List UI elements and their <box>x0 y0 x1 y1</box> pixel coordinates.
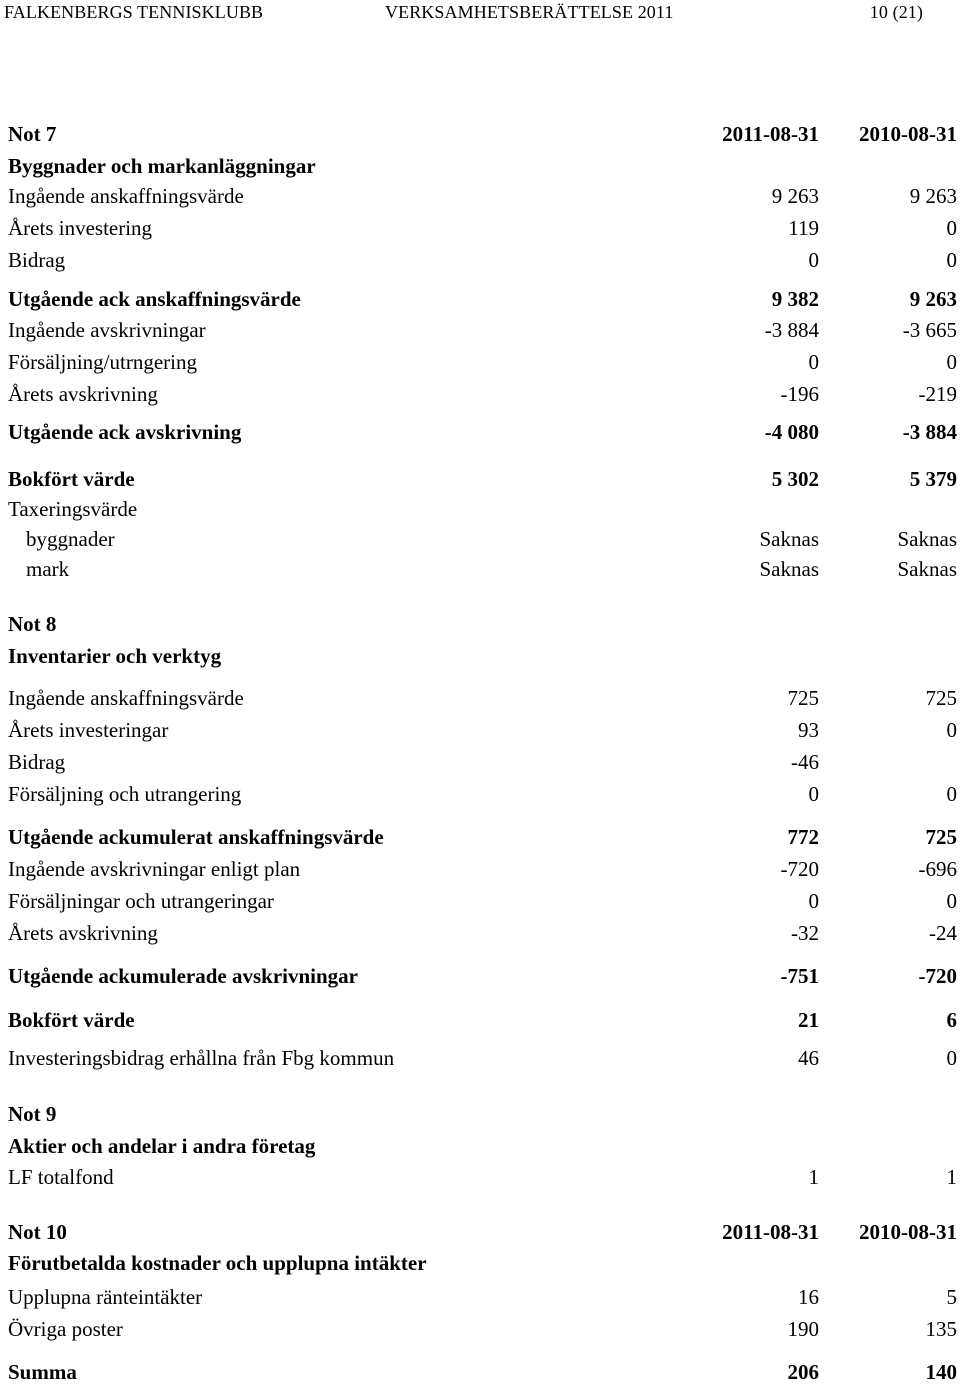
row-value-2011: 190 <box>787 1317 819 1341</box>
table-row-sum <box>0 1358 960 1386</box>
row-value-2011: 725 <box>787 686 819 710</box>
table-row-total <box>0 823 960 851</box>
organization-name: FALKENBERGS TENNISKLUBB <box>4 2 264 22</box>
row-value-2011: Saknas <box>759 527 819 551</box>
table-row <box>0 525 960 553</box>
row-value-2011: 206 <box>787 1360 819 1384</box>
row-label: Utgående ackumulerade avskrivningar <box>8 964 359 988</box>
row-value-2010: 0 <box>946 216 957 240</box>
row-value-2010: 0 <box>946 350 957 374</box>
row-value-2010: -3 665 <box>902 318 957 342</box>
row-value-2010: 9 263 <box>909 184 957 208</box>
row-value-2011: -751 <box>780 964 819 988</box>
note-10-subtitle: Förutbetalda kostnader och upplupna intäkter <box>8 1251 427 1275</box>
table-row <box>0 855 960 883</box>
note-8-subtitle: Inventarier och verktyg <box>8 644 222 668</box>
row-label: LF totalfond <box>8 1165 114 1189</box>
table-row <box>0 348 960 376</box>
row-label: Utgående ackumulerat anskaffningsvärde <box>8 825 384 849</box>
row-label: mark <box>26 557 70 581</box>
table-row-total <box>0 285 960 313</box>
table-row <box>0 1163 960 1191</box>
table-row-total <box>0 418 960 446</box>
table-row <box>0 1315 960 1343</box>
row-value-2011: 5 302 <box>771 467 819 491</box>
note-9-heading-row <box>0 1100 960 1128</box>
table-row <box>0 748 960 776</box>
note-9-subtitle-row <box>0 1132 960 1160</box>
row-value-2010: 135 <box>925 1317 957 1341</box>
row-value-2011: 46 <box>798 1046 819 1070</box>
row-label: Årets avskrivning <box>8 382 158 406</box>
row-value-2010: -24 <box>929 921 957 945</box>
row-label: Bokfört värde <box>8 467 135 491</box>
document-title: VERKSAMHETSBERÄTTELSE 2011 <box>385 2 674 22</box>
row-value-2010: -219 <box>918 382 957 406</box>
row-value-2010: 1 <box>946 1165 957 1189</box>
note-7-col1-date: 2011-08-31 <box>722 122 819 146</box>
row-value-2010: -720 <box>918 964 957 988</box>
note-8-subtitle-row <box>0 642 960 670</box>
table-row-total <box>0 962 960 990</box>
row-value-2011: 0 <box>808 889 819 913</box>
row-label: Årets investering <box>8 216 153 240</box>
row-label: Taxeringsvärde <box>8 497 138 521</box>
note-7-subtitle-row <box>0 152 960 180</box>
row-label: Utgående ack avskrivning <box>8 420 242 444</box>
table-row <box>0 495 960 523</box>
note-10-col1-date: 2011-08-31 <box>722 1220 819 1244</box>
row-value-2010: 0 <box>946 248 957 272</box>
row-value-2010: -3 884 <box>902 420 957 444</box>
row-value-2011: 21 <box>798 1008 819 1032</box>
table-row <box>0 380 960 408</box>
row-value-2011: 1 <box>808 1165 819 1189</box>
row-value-2011: 0 <box>808 350 819 374</box>
note-10-subtitle-row <box>0 1249 960 1277</box>
table-row <box>0 316 960 344</box>
row-label: Försäljning och utrangering <box>8 782 242 806</box>
table-row <box>0 887 960 915</box>
table-row <box>0 214 960 242</box>
row-label: Övriga poster <box>8 1317 123 1341</box>
note-10-heading: Not 10 <box>8 1220 67 1244</box>
row-label: Försäljningar och utrangeringar <box>8 889 274 913</box>
row-label: Årets avskrivning <box>8 921 158 945</box>
row-value-2010: 140 <box>925 1360 957 1384</box>
row-value-2010: 9 263 <box>909 287 957 311</box>
row-label: Bidrag <box>8 750 66 774</box>
row-value-2011: Saknas <box>759 557 819 581</box>
row-label: Ingående avskrivningar <box>8 318 206 342</box>
table-row <box>0 1283 960 1311</box>
row-value-2010: -696 <box>918 857 957 881</box>
table-row <box>0 919 960 947</box>
table-row <box>0 555 960 583</box>
page-number: 10 (21) <box>869 2 923 22</box>
row-value-2011: -32 <box>791 921 819 945</box>
row-label: Ingående anskaffningsvärde <box>8 184 244 208</box>
row-value-2010: 725 <box>925 686 957 710</box>
row-value-2011: -196 <box>780 382 819 406</box>
row-value-2010: Saknas <box>897 527 957 551</box>
row-value-2010: 5 379 <box>909 467 957 491</box>
row-label: Årets investeringar <box>8 718 169 742</box>
row-value-2010: 0 <box>946 889 957 913</box>
row-value-2011: -46 <box>791 750 819 774</box>
row-label: Ingående avskrivningar enligt plan <box>8 857 301 881</box>
row-label: byggnader <box>26 527 115 551</box>
table-row-book-value <box>0 1006 960 1034</box>
row-value-2011: 93 <box>798 718 819 742</box>
note-10-heading-row <box>0 1218 960 1246</box>
note-9-heading: Not 9 <box>8 1102 57 1126</box>
row-value-2010: 725 <box>925 825 957 849</box>
row-value-2011: 16 <box>798 1285 819 1309</box>
row-value-2010: 5 <box>946 1285 957 1309</box>
row-value-2010: 6 <box>946 1008 957 1032</box>
row-label: Utgående ack anskaffningsvärde <box>8 287 301 311</box>
row-label: Ingående anskaffningsvärde <box>8 686 244 710</box>
row-value-2010: 0 <box>946 718 957 742</box>
table-row <box>0 684 960 712</box>
table-row-book-value <box>0 465 960 493</box>
row-value-2011: 0 <box>808 248 819 272</box>
table-row <box>0 1044 960 1072</box>
note-9-subtitle: Aktier och andelar i andra företag <box>8 1134 316 1158</box>
note-10-col2-date: 2010-08-31 <box>859 1220 957 1244</box>
table-row <box>0 780 960 808</box>
row-value-2010: Saknas <box>897 557 957 581</box>
note-7-heading: Not 7 <box>8 122 57 146</box>
table-row <box>0 716 960 744</box>
row-value-2011: 0 <box>808 782 819 806</box>
row-value-2011: 9 382 <box>771 287 819 311</box>
row-label: Försäljning/utrngering <box>8 350 197 374</box>
row-value-2011: -720 <box>780 857 819 881</box>
note-8-heading: Not 8 <box>8 612 57 636</box>
row-value-2011: 772 <box>787 825 819 849</box>
row-label: Bidrag <box>8 248 66 272</box>
row-label: Upplupna ränteintäkter <box>8 1285 203 1309</box>
row-label: Investeringsbidrag erhållna från Fbg kommun <box>8 1046 395 1070</box>
row-label: Summa <box>8 1360 77 1384</box>
table-row <box>0 182 960 210</box>
row-value-2010: 0 <box>946 782 957 806</box>
table-row <box>0 246 960 274</box>
row-value-2011: -4 080 <box>764 420 819 444</box>
note-7-heading-row <box>0 120 960 148</box>
row-value-2011: 9 263 <box>771 184 819 208</box>
page-header <box>0 2 960 28</box>
note-7-col2-date: 2010-08-31 <box>859 122 957 146</box>
row-value-2010: 0 <box>946 1046 957 1070</box>
note-7-subtitle: Byggnader och markanläggningar <box>8 154 316 178</box>
row-value-2011: 119 <box>788 216 819 240</box>
note-8-heading-row <box>0 610 960 638</box>
row-value-2011: -3 884 <box>764 318 819 342</box>
row-label: Bokfört värde <box>8 1008 135 1032</box>
